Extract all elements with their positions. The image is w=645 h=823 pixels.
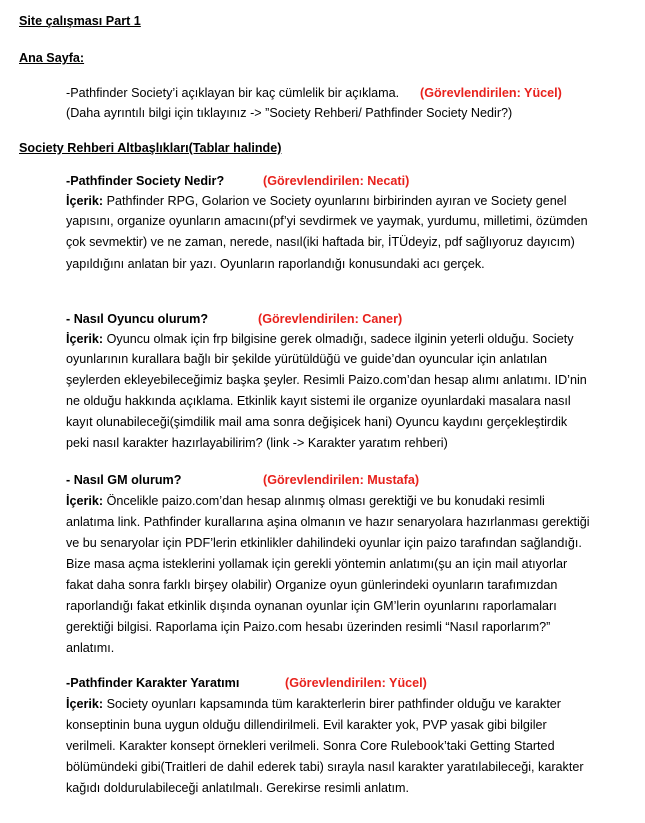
section-content-line: kağıdı doldurulabileceği anlatılmalı. Gerekirse resimli anlatım. — [66, 781, 409, 795]
ana-sayfa-assignee: (Görevlendirilen: Yücel) — [420, 86, 562, 100]
section-content-line: çok sevmektir) ve ne zaman, nerede, nasıl(iki haftada bir, İTÜdeyiz, pdf sağlıyoruz dayıcım) — [66, 235, 575, 249]
section-assignee: (Görevlendirilen: Mustafa) — [263, 473, 420, 487]
section-content-line: raporlandığı fakat etkinlik dışında oynanan oyunlar için GM’lerin oyunlarını raporlamaları — [66, 599, 557, 613]
section-content-line: fakat daha sonra farklı birşey olabilir) Organize oyun günlerindeki oyunların tarafımızdan — [66, 578, 558, 592]
content-label: İçerik: — [66, 194, 104, 208]
section-content-line: bölümündeki gibi(Traitleri de dahil ederek tabi) sırayla nasıl karakter yaratılabileceği, karakter — [66, 760, 584, 774]
document-title: Site çalışması Part 1 — [19, 14, 141, 28]
section-assignee: (Görevlendirilen: Caner) — [258, 312, 403, 326]
society-rehberi-heading: Society Rehberi Altbaşlıkları(Tablar halinde) — [19, 141, 282, 155]
section-title: - Nasıl GM olurum? — [66, 473, 182, 487]
section-content-line: ne olduğu hakkında açıklama. Etkinlik kayıt sistemi ile organize oyunlardaki masalara nasıl — [66, 394, 571, 408]
section-content-line: yapıldığını anlatan bir yazı. Oyunların raporlandığı konusundaki acı gerçek. — [66, 257, 485, 271]
ana-sayfa-line-1: -Pathfinder Society’i açıklayan bir kaç cümlelik bir açıklama. — [66, 86, 400, 100]
section-content-line: ve bu senaryolar için PDF’lerin etkinlikler dahilindeki oyunlar için paizo tarafından sağlandığı. — [66, 536, 582, 550]
section-content-line: İçerik: Öncelikle paizo.com’dan hesap alınmış olması gerektiği ve bu konudaki resimli — [66, 494, 545, 508]
section-content-line: konseptinin buna uygun olduğu dillendirilmeli. Evil karakter yok, PVP yasak gibi bilgiler — [66, 718, 547, 732]
section-content-line: yapısını, organize oyunların amacını(pf’yi sevdirmek ve yaymak, yurdumu, milletimi, özümden — [66, 214, 588, 228]
section-title: -Pathfinder Karakter Yaratımı — [66, 676, 240, 690]
section-assignee: (Görevlendirilen: Yücel) — [285, 676, 427, 690]
content-label: İçerik: — [66, 332, 104, 346]
ana-sayfa-line-2: (Daha ayrıntılı bilgi için tıklayınız -> ”Society Rehberi/ Pathfinder Society Nedir?) — [66, 106, 513, 120]
section-assignee: (Görevlendirilen: Necati) — [263, 174, 410, 188]
section-content-line: Bize masa açma isteklerini yollamak için gerekli yöntemin anlatımı(şu an için mail atıyorlar — [66, 557, 568, 571]
section-content-line: oyunlarının kurallara bağlı bir şekilde yürütüldüğü ve guide’dan oyuncular için anlatılan — [66, 352, 547, 366]
section-content-line: kayıt olunabileceği(şimdilik mail ama sonra değişicek hani) Oyuncu kaydını gerçekleştirdik — [66, 415, 568, 429]
section-content-line: şeylerden ekleyebileceğimiz başka şeyler. Resimli Paizo.com’dan hesap alımı anlatımı. ID’nin — [66, 373, 587, 387]
section-title: -Pathfinder Society Nedir? — [66, 174, 225, 188]
section-content-line: verilmeli. Karakter konsept örnekleri verilmeli. Sonra Core Rulebook’taki Getting Started — [66, 739, 555, 753]
section-content-line: peki nasıl karakter hazırlayabilirim? (link -> Karakter yaratım rehberi) — [66, 436, 448, 450]
section-content-line: İçerik: Oyuncu olmak için frp bilgisine gerek olmadığı, sadece ilginin yeterli olduğu. Society — [66, 332, 574, 346]
section-content-line: anlatıma link. Pathfinder kurallarına aşina olmanın ve hazır senaryolara hazırlanması gerektiği — [66, 515, 590, 529]
ana-sayfa-heading: Ana Sayfa: — [19, 51, 85, 65]
section-content-line: gerektiği bilgisi. Raporlama için Paizo.com hesabı üzerinden resimli “Nasıl raporlarım?” — [66, 620, 551, 634]
section-content-line: İçerik: Society oyunları kapsamında tüm karakterlerin birer pathfinder olduğu ve karakter — [66, 697, 561, 711]
content-label: İçerik: — [66, 494, 104, 508]
section-content-line: anlatımı. — [66, 641, 115, 655]
content-label: İçerik: — [66, 697, 104, 711]
section-title: - Nasıl Oyuncu olurum? — [66, 312, 209, 326]
section-content-line: İçerik: Pathfinder RPG, Golarion ve Society oyunlarını birbirinden ayıran ve Society genel — [66, 194, 567, 208]
